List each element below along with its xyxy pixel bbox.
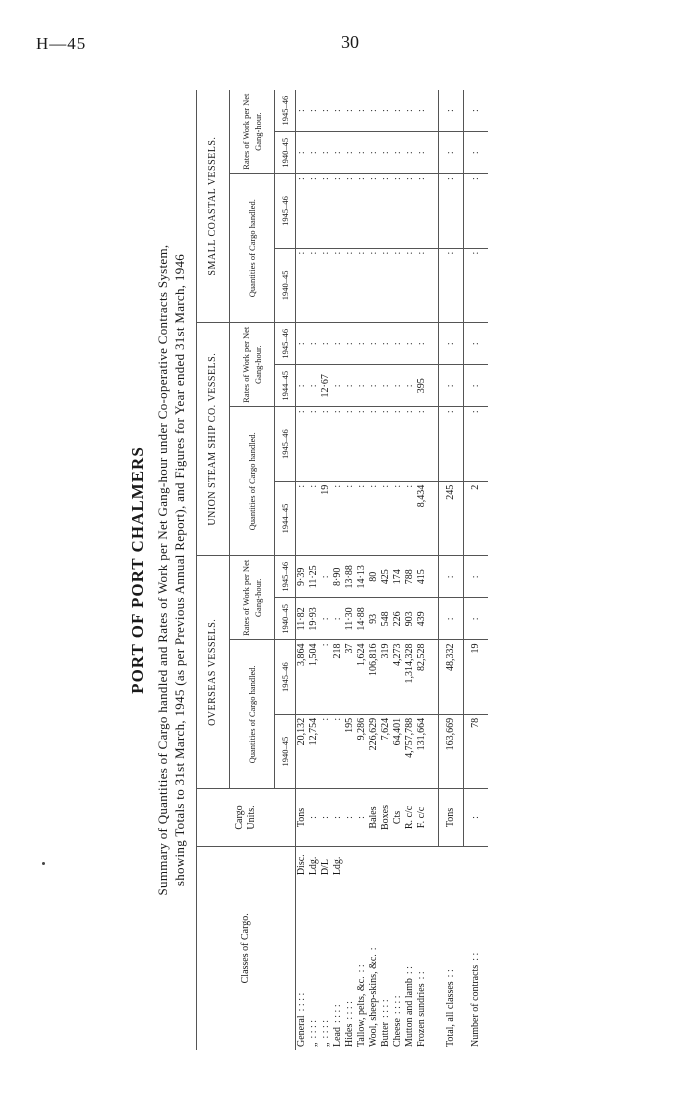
table-cell-cr46: : bbox=[344, 90, 356, 132]
header-year: 1945–46 bbox=[275, 90, 296, 132]
cargo-table bbox=[196, 90, 488, 1050]
document-title: PORT OF PORT CHALMERS bbox=[128, 446, 147, 694]
table-cell-cq46: : bbox=[439, 174, 464, 248]
cargo-unit: Boxes bbox=[380, 789, 392, 846]
table-cell-uq45: : bbox=[368, 481, 380, 555]
cargo-class-name: „ bbox=[320, 1042, 331, 1047]
table-cell-or45: 14·88 bbox=[356, 598, 368, 640]
table-cell-uq46: : bbox=[320, 407, 332, 481]
table-cell-or46: 9·39 bbox=[296, 556, 309, 598]
spacer-cell bbox=[428, 323, 439, 365]
leader-dots: : : : : bbox=[380, 999, 391, 1018]
table-cell-cq46: : bbox=[392, 174, 404, 248]
cargo-class bbox=[439, 878, 464, 1050]
table-cell-oq45: 195 bbox=[344, 714, 356, 788]
table-cell-ur45: : bbox=[332, 365, 344, 407]
table-cell-cr46: : bbox=[392, 90, 404, 132]
table-row bbox=[344, 90, 356, 1050]
cargo-class bbox=[464, 878, 489, 1050]
table-cell-or46: 13·88 bbox=[344, 556, 356, 598]
table-row bbox=[368, 90, 380, 1050]
table-cell-or46: 425 bbox=[380, 556, 392, 598]
table-cell-oq46: 48,332 bbox=[439, 640, 464, 714]
table-cell-cq45: : bbox=[380, 248, 392, 322]
table-cell-ur45: : bbox=[296, 365, 309, 407]
cargo-unit: : bbox=[464, 789, 489, 846]
table-cell-oq45: 9,286 bbox=[356, 714, 368, 788]
table-cell-cr45: : bbox=[392, 132, 404, 174]
header-year: 1945–46 bbox=[275, 640, 296, 714]
cargo-class-operation: Ldg. bbox=[308, 856, 319, 876]
table-cell-uq45: : bbox=[344, 481, 356, 555]
header-year: 1945–46 bbox=[275, 323, 296, 365]
spacer-cell bbox=[428, 248, 439, 322]
cargo-class-name: Lead bbox=[332, 1027, 343, 1047]
table-cell-ur46: : bbox=[380, 323, 392, 365]
header-year: 1940–45 bbox=[275, 598, 296, 640]
leader-dots: : : : : bbox=[320, 1019, 331, 1039]
table-cell-uq46: : bbox=[344, 407, 356, 481]
table-cell-oq46: 82,528 bbox=[416, 640, 428, 714]
table-cell-or45: 903 bbox=[404, 598, 416, 640]
header-year: 1940–45 bbox=[275, 714, 296, 788]
table-cell-cq46: : bbox=[464, 174, 489, 248]
header-year: 1945–46 bbox=[275, 174, 296, 248]
header-overseas: OVERSEAS VESSELS. bbox=[197, 556, 230, 789]
header-year: 1940–45 bbox=[275, 248, 296, 322]
table-body bbox=[296, 90, 489, 1050]
table-cell-cr46: : bbox=[296, 90, 309, 132]
table-cell-or46: 788 bbox=[404, 556, 416, 598]
table-cell-cr46: : bbox=[439, 90, 464, 132]
table-cell-or46: 415 bbox=[416, 556, 428, 598]
cargo-class-name: Wool, sheep-skins, &c. bbox=[368, 954, 379, 1047]
header-classes: Classes of Cargo. bbox=[197, 846, 296, 1050]
table-cell-oq46: 319 bbox=[380, 640, 392, 714]
table-cell-cq46: : bbox=[296, 174, 309, 248]
table-cell-cr46: : bbox=[380, 90, 392, 132]
table-cell-cq46: : bbox=[416, 174, 428, 248]
table-cell-or45: 226 bbox=[392, 598, 404, 640]
table-cell-cq45: : bbox=[356, 248, 368, 322]
table-cell-oq45: 20,132 bbox=[296, 714, 309, 788]
table-cell-cq45: : bbox=[439, 248, 464, 322]
table-cell-oq45: 7,624 bbox=[380, 714, 392, 788]
table-cell-ur45: : bbox=[392, 365, 404, 407]
cargo-class-operation bbox=[439, 846, 464, 878]
table-cell-uq45: : bbox=[332, 481, 344, 555]
spacer-cell bbox=[428, 132, 439, 174]
cargo-class bbox=[308, 878, 320, 1050]
header-union: UNION STEAM SHIP CO. VESSELS. bbox=[197, 323, 230, 556]
table-cell-or45: : bbox=[332, 598, 344, 640]
table-cell-cq46: : bbox=[320, 174, 332, 248]
table-cell-or45: 19·93 bbox=[308, 598, 320, 640]
table-cell-oq45: 163,669 bbox=[439, 714, 464, 788]
spacer-row bbox=[428, 90, 439, 1050]
table-cell-cr45: : bbox=[356, 132, 368, 174]
cargo-class-name: Tallow, pelts, &c. bbox=[356, 976, 367, 1047]
table-cell-ur46: : bbox=[464, 323, 489, 365]
header-year: 1940–45 bbox=[275, 132, 296, 174]
table-cell-cq45: : bbox=[320, 248, 332, 322]
cargo-class-name: Cheese bbox=[392, 1018, 403, 1047]
table-cell-cr46: : bbox=[464, 90, 489, 132]
table-cell-uq46: : bbox=[296, 407, 309, 481]
table-cell-cr45: : bbox=[344, 132, 356, 174]
cargo-unit: R. c/c bbox=[404, 789, 416, 846]
table-cell-cq46: : bbox=[344, 174, 356, 248]
cargo-class-operation bbox=[416, 846, 428, 878]
table-cell-uq46: : bbox=[392, 407, 404, 481]
cargo-class bbox=[344, 878, 356, 1050]
table-cell-uq46: : bbox=[332, 407, 344, 481]
table-cell-cr46: : bbox=[332, 90, 344, 132]
table-cell-oq46: : bbox=[320, 640, 332, 714]
cargo-class bbox=[416, 878, 428, 1050]
table-cell-cq45: : bbox=[416, 248, 428, 322]
table-cell-cr45: : bbox=[416, 132, 428, 174]
table-cell-ur45: : bbox=[404, 365, 416, 407]
table-cell-uq45: : bbox=[380, 481, 392, 555]
cargo-class bbox=[368, 878, 380, 1050]
header-overseas-rates: Rates of Work per Net Gang-hour. bbox=[230, 556, 275, 640]
header-coastal-rates: Rates of Work per Net Gang-hour. bbox=[230, 90, 275, 174]
spacer-cell bbox=[428, 598, 439, 640]
spacer-cell bbox=[428, 365, 439, 407]
spacer-cell bbox=[428, 90, 439, 132]
header-union-quantities: Quantities of Cargo handled. bbox=[230, 407, 275, 556]
table-cell-oq46: 4,273 bbox=[392, 640, 404, 714]
table-cell-uq46: : bbox=[356, 407, 368, 481]
cargo-class bbox=[320, 878, 332, 1050]
table-cell-cr46: : bbox=[404, 90, 416, 132]
table-cell-ur46: : bbox=[356, 323, 368, 365]
table-cell-oq46: 218 bbox=[332, 640, 344, 714]
table-cell-or45: 93 bbox=[368, 598, 380, 640]
table-cell-uq45: 2 bbox=[464, 481, 489, 555]
table-cell-uq45: 8,434 bbox=[416, 481, 428, 555]
table-cell-ur46: : bbox=[392, 323, 404, 365]
cargo-class-operation bbox=[344, 846, 356, 878]
table-cell-oq45: : bbox=[320, 714, 332, 788]
table-cell-cr46: : bbox=[368, 90, 380, 132]
cargo-class-operation: D/L bbox=[320, 859, 331, 876]
table-cell-ur45: 395 bbox=[416, 365, 428, 407]
header-overseas-quantities: Quantities of Cargo handled. bbox=[230, 640, 275, 789]
table-cell-uq45: : bbox=[308, 481, 320, 555]
table-cell-or46: 8·90 bbox=[332, 556, 344, 598]
cargo-class-operation bbox=[356, 846, 368, 878]
cargo-unit: : bbox=[344, 789, 356, 846]
table-cell-cq45: : bbox=[392, 248, 404, 322]
spacer-cell bbox=[428, 556, 439, 598]
table-cell-or45: 11·30 bbox=[344, 598, 356, 640]
cargo-unit: F. c/c bbox=[416, 789, 428, 846]
document-subtitle-line-1: Summary of Quantities of Cargo handled and Rates of Work per Net Gang-hour under Co-operative Contracts System, bbox=[155, 244, 170, 896]
cargo-unit: Tons bbox=[439, 789, 464, 846]
cargo-class-operation bbox=[380, 846, 392, 878]
table-cell-oq45: 226,629 bbox=[368, 714, 380, 788]
table-cell-or45: : bbox=[464, 598, 489, 640]
table-cell-or45: 11·82 bbox=[296, 598, 309, 640]
table-cell-cr46: : bbox=[308, 90, 320, 132]
cargo-class-operation bbox=[464, 846, 489, 878]
leader-dots: : : bbox=[404, 966, 415, 975]
table-cell-cr45: : bbox=[368, 132, 380, 174]
table-cell-ur46: : bbox=[416, 323, 428, 365]
table-cell-ur46: : bbox=[368, 323, 380, 365]
table-cell-cq45: : bbox=[332, 248, 344, 322]
table-cell-uq45: : bbox=[296, 481, 309, 555]
cargo-class-name: Total, all classes bbox=[445, 981, 456, 1047]
spacer-cell bbox=[428, 174, 439, 248]
cargo-unit: Cts bbox=[392, 789, 404, 846]
table-cell-or45: : bbox=[439, 598, 464, 640]
table-cell-uq45: : bbox=[404, 481, 416, 555]
table-row bbox=[380, 90, 392, 1050]
table-row bbox=[356, 90, 368, 1050]
table-cell-cr45: : bbox=[439, 132, 464, 174]
page-ref-left: H—45 bbox=[36, 34, 87, 53]
leader-dots: : : bbox=[469, 952, 481, 961]
cargo-class-name: Mutton and lamb bbox=[404, 978, 415, 1047]
cargo-unit: : bbox=[356, 789, 368, 846]
table-cell-oq46: 37 bbox=[344, 640, 356, 714]
table-cell-oq46: 1,624 bbox=[356, 640, 368, 714]
header-year: 1944–45 bbox=[275, 481, 296, 555]
table-cell-oq45: 4,757,788 bbox=[404, 714, 416, 788]
spacer-cell bbox=[428, 789, 439, 846]
table-cell-ur45: : bbox=[356, 365, 368, 407]
header-year: 1945–46 bbox=[275, 407, 296, 481]
cargo-unit: : bbox=[320, 789, 332, 846]
table-cell-or45: 548 bbox=[380, 598, 392, 640]
table-cell-oq45: 12,754 bbox=[308, 714, 320, 788]
header-union-rates: Rates of Work per Net Gang-hour. bbox=[230, 323, 275, 407]
page-number: 30 bbox=[341, 32, 359, 52]
leader-dots: : : : : bbox=[392, 995, 403, 1015]
table-cell-uq46: : bbox=[308, 407, 320, 481]
table-cell-cr45: : bbox=[332, 132, 344, 174]
table-row bbox=[332, 90, 344, 1050]
table-cell-cr45: : bbox=[320, 132, 332, 174]
table-cell-cq45: : bbox=[404, 248, 416, 322]
table-cell-cr46: : bbox=[320, 90, 332, 132]
header-coastal-quantities: Quantities of Cargo handled. bbox=[230, 174, 275, 323]
cargo-class-name: „ bbox=[308, 1042, 319, 1047]
cargo-class-name: Butter bbox=[380, 1022, 391, 1047]
table-cell-uq46: : bbox=[404, 407, 416, 481]
table-cell-cq46: : bbox=[308, 174, 320, 248]
table-row bbox=[296, 90, 309, 1050]
table-row bbox=[308, 90, 320, 1050]
table-cell-cr45: : bbox=[404, 132, 416, 174]
table-cell-ur46: : bbox=[308, 323, 320, 365]
table-cell-uq45: : bbox=[356, 481, 368, 555]
rotated-content bbox=[128, 90, 578, 1050]
cargo-class bbox=[380, 878, 392, 1050]
speck bbox=[42, 862, 45, 865]
table-cell-or46: 11·25 bbox=[308, 556, 320, 598]
table-cell-oq45: : bbox=[332, 714, 344, 788]
cargo-unit: : bbox=[308, 789, 320, 846]
cargo-class bbox=[392, 878, 404, 1050]
table-cell-uq46: : bbox=[439, 407, 464, 481]
header-coastal: SMALL COASTAL VESSELS. bbox=[197, 90, 230, 323]
table-cell-or46: 80 bbox=[368, 556, 380, 598]
table-cell-ur46: : bbox=[344, 323, 356, 365]
table-cell-or46: 174 bbox=[392, 556, 404, 598]
table-cell-uq46: : bbox=[368, 407, 380, 481]
cargo-class bbox=[404, 878, 416, 1050]
header-year: 1944–45 bbox=[275, 365, 296, 407]
table-cell-oq46: 19 bbox=[464, 640, 489, 714]
leader-dots: : : : : bbox=[308, 1019, 319, 1039]
total-row bbox=[439, 90, 464, 1050]
table-cell-cr46: : bbox=[356, 90, 368, 132]
table-cell-ur45: : bbox=[464, 365, 489, 407]
spacer-cell bbox=[428, 481, 439, 555]
table-cell-oq45: 78 bbox=[464, 714, 489, 788]
cargo-class-operation bbox=[392, 846, 404, 878]
table-cell-oq45: 64,401 bbox=[392, 714, 404, 788]
table-cell-ur46: : bbox=[296, 323, 309, 365]
cargo-class-name: Hides bbox=[344, 1023, 355, 1047]
table-cell-cq46: : bbox=[356, 174, 368, 248]
table-cell-cq45: : bbox=[308, 248, 320, 322]
cargo-class-name: Number of contracts bbox=[469, 964, 481, 1047]
table-cell-or46: : bbox=[439, 556, 464, 598]
table-row bbox=[416, 90, 428, 1050]
leader-dots: : bbox=[368, 947, 379, 951]
table-cell-cq45: : bbox=[344, 248, 356, 322]
cargo-class bbox=[332, 878, 344, 1050]
table-cell-ur46: : bbox=[404, 323, 416, 365]
table-cell-cr45: : bbox=[308, 132, 320, 174]
table-cell-uq45: : bbox=[392, 481, 404, 555]
spacer-cell bbox=[428, 640, 439, 714]
table-cell-uq46: : bbox=[416, 407, 428, 481]
table-cell-cq46: : bbox=[368, 174, 380, 248]
table-cell-ur46: : bbox=[332, 323, 344, 365]
table-cell-oq45: 131,664 bbox=[416, 714, 428, 788]
cargo-class bbox=[356, 878, 368, 1050]
spacer-cell bbox=[428, 846, 439, 878]
table-cell-cr46: : bbox=[416, 90, 428, 132]
table-cell-ur45: : bbox=[368, 365, 380, 407]
table-cell-ur46: : bbox=[320, 323, 332, 365]
table-cell-or46: 14·13 bbox=[356, 556, 368, 598]
table-cell-cq45: : bbox=[464, 248, 489, 322]
table-cell-uq45: 19 bbox=[320, 481, 332, 555]
table-row bbox=[392, 90, 404, 1050]
contracts-row bbox=[464, 90, 489, 1050]
table-cell-ur45: : bbox=[308, 365, 320, 407]
table-cell-ur45: 12·67 bbox=[320, 365, 332, 407]
table-cell-oq46: 3,864 bbox=[296, 640, 309, 714]
table-row bbox=[404, 90, 416, 1050]
leader-dots: : : : : bbox=[332, 1004, 343, 1023]
header-year: 1945–46 bbox=[275, 556, 296, 598]
table-cell-oq46: 1,504 bbox=[308, 640, 320, 714]
table-cell-cq45: : bbox=[368, 248, 380, 322]
header-units: Cargo Units. bbox=[197, 789, 296, 846]
spacer-cell bbox=[428, 878, 439, 1050]
table-cell-ur45: : bbox=[344, 365, 356, 407]
spacer-cell bbox=[428, 407, 439, 481]
cargo-class-operation: Ldg. bbox=[332, 856, 343, 876]
spacer-cell bbox=[428, 714, 439, 788]
table-cell-oq46: 106,816 bbox=[368, 640, 380, 714]
table-cell-or45: 439 bbox=[416, 598, 428, 640]
table-cell-ur45: : bbox=[439, 365, 464, 407]
leader-dots: : : bbox=[445, 969, 456, 978]
cargo-unit: Bales bbox=[368, 789, 380, 846]
leader-dots: : : : : bbox=[296, 992, 307, 1012]
cargo-class bbox=[296, 878, 309, 1050]
table-cell-or45: : bbox=[320, 598, 332, 640]
cargo-class-operation bbox=[368, 846, 380, 878]
document-subtitle-line-2: showing Totals to 31st March, 1945 (as per Previous Annual Report), and Figures for Year ended 31st March, 1946 bbox=[172, 253, 187, 887]
table-cell-uq46: : bbox=[464, 407, 489, 481]
cargo-class-operation bbox=[404, 846, 416, 878]
table-cell-cq46: : bbox=[404, 174, 416, 248]
table-cell-ur46: : bbox=[439, 323, 464, 365]
leader-dots: : : bbox=[416, 971, 427, 980]
table-cell-or46: : bbox=[320, 556, 332, 598]
cargo-unit: : bbox=[332, 789, 344, 846]
cargo-class-operation: Disc. bbox=[296, 854, 307, 876]
table-cell-cr45: : bbox=[380, 132, 392, 174]
table-cell-cq46: : bbox=[332, 174, 344, 248]
cargo-class-name: General bbox=[296, 1015, 307, 1047]
table-cell-uq46: : bbox=[380, 407, 392, 481]
table-row bbox=[320, 90, 332, 1050]
table-cell-uq45: 245 bbox=[439, 481, 464, 555]
table-cell-cq45: : bbox=[296, 248, 309, 322]
leader-dots: : : : : bbox=[344, 1001, 355, 1020]
leader-dots: : : bbox=[356, 964, 367, 973]
table-cell-cq46: : bbox=[380, 174, 392, 248]
cargo-class-name: Frozen sundries bbox=[416, 983, 427, 1047]
cargo-unit: Tons bbox=[296, 789, 309, 846]
table-cell-cr45: : bbox=[464, 132, 489, 174]
table-cell-oq46: 1,314,328 bbox=[404, 640, 416, 714]
table-cell-cr45: : bbox=[296, 132, 309, 174]
table-cell-or46: : bbox=[464, 556, 489, 598]
table-cell-ur45: : bbox=[380, 365, 392, 407]
